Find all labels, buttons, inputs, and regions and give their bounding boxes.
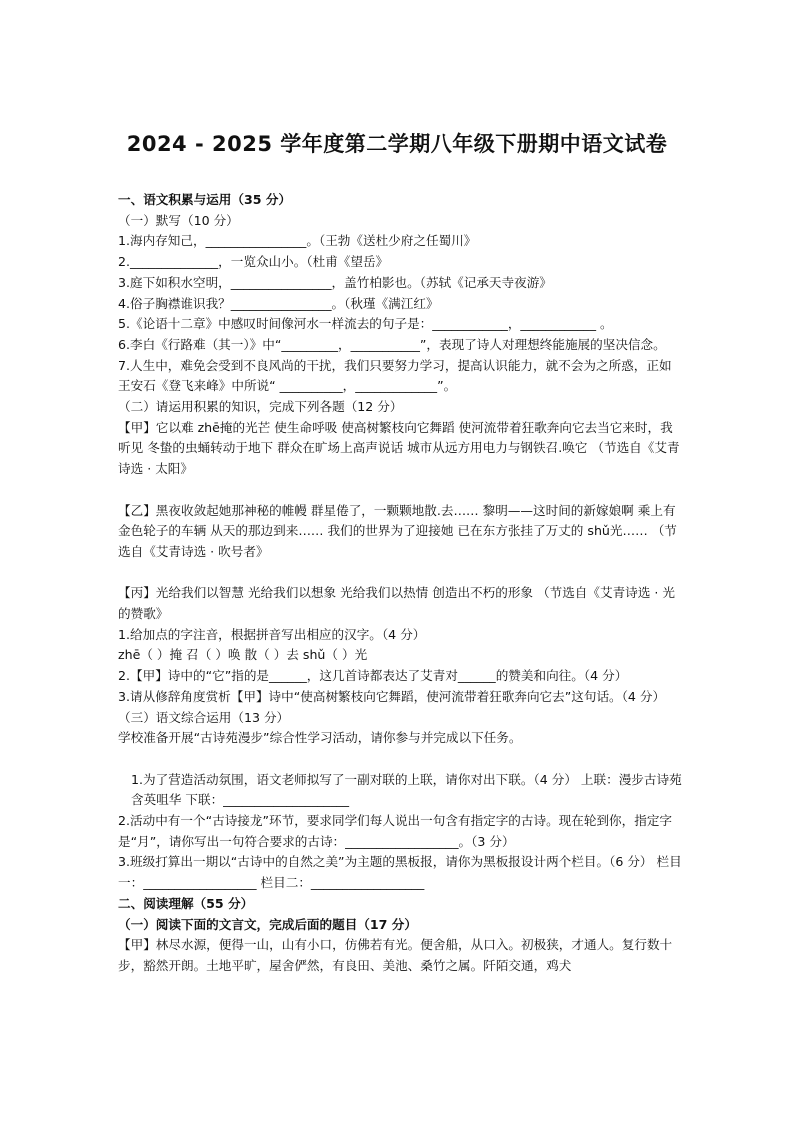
blank-line <box>118 749 684 770</box>
text-line: （三）语文综合运用（13 分） <box>118 709 290 725</box>
text-line: 【甲】林尽水源，便得一山，山有小口，仿佛若有光。便舍船，从口入。初极狭，才通人。复行数十步，豁然开朗。土地平旷，屋舍俨然，有良田、美池、桑竹之属。阡陌交通，鸡犬 <box>118 937 673 973</box>
text-line: zhē（ ）掩 召（ ）唤 散（ ）去 shǔ（ ）光 <box>118 647 368 663</box>
text-line: 一、语文积累与运用（35 分） <box>118 192 292 207</box>
text-line: 1.给加点的字注音，根据拼音写出相应的汉字。（4 分） <box>118 626 426 642</box>
text-line: 7.人生中，难免会受到不良风尚的干扰，我们只要努力学习，提高认识能力，就不会为之所惑，正如王安石《登飞来峰》中所说“ __________，_____________”。 <box>118 357 672 394</box>
text-line: 学校准备开展“古诗苑漫步”综合性学习活动，请你参与并完成以下任务。 <box>118 730 522 746</box>
text-line: 二、阅读理解（55 分） <box>118 895 254 911</box>
text-line: 3.请从修辞角度赏析【甲】诗中“使高树繁枝向它舞蹈，使河流带着狂歌奔向它去”这句话。（4 分） <box>118 688 666 704</box>
text-line: 1.海内存知己，________________。（王勃《送杜少府之任蜀川》 <box>118 233 477 249</box>
text-line: 2.活动中有一个“古诗接龙”环节，要求同学们每人说出一句含有指定字的古诗。现在轮到你，指定字是“月”，请你写出一句符合要求的古诗：__________________。（3 分） <box>118 813 673 849</box>
text-line: 6.李白《行路难（其一）》中“_________，___________”，表现了诗人对理想终能施展的坚决信念。 <box>118 336 666 352</box>
text-line: 3.班级打算出一期以“古诗中的自然之美”为主题的黑板报，请你为黑板报设计两个栏目。（6 分） 栏目一：__________________ 栏目二：__________________ <box>118 854 682 891</box>
text-line: 3.庭下如积水空明，________________，盖竹柏影也。（苏轼《记承天寺夜游》 <box>118 274 552 290</box>
text-line: 4.俗子胸襟谁识我？________________。（秋瑾《满江红》 <box>118 295 439 311</box>
text-line: （一）默写（10 分） <box>118 212 239 228</box>
exam-title: 2024 - 2025 学年度第二学期八年级下册期中语文试卷 <box>126 132 668 156</box>
blank-line <box>118 480 684 501</box>
text-line: 【丙】光给我们以智慧 光给我们以想象 光给我们以热情 创造出不朽的形象 （节选自《艾青诗选 · 光的赞歌》 <box>118 585 675 622</box>
text-line: 2.【甲】诗中的“它”指的是______，这几首诗都表达了艾青对______的赞美和向往。（4 分） <box>118 668 628 684</box>
text-line: 1.为了营造活动氛围，语文老师拟写了一副对联的上联，请你对出下联。（4 分） 上联：漫步古诗苑含英咀华 下联：____________________ <box>131 771 682 808</box>
blank-line <box>118 563 684 584</box>
text-line: 5.《论语十二章》中感叹时间像河水一样流去的句子是：____________，____________ 。 <box>118 316 613 332</box>
exam-body <box>118 190 684 977</box>
text-line: （二）请运用积累的知识，完成下列各题（12 分） <box>118 399 403 415</box>
text-line: 【乙】黑夜收敛起她那神秘的帷幔 群星倦了，一颗颗地散.去…… 黎明——这时间的新嫁娘啊 乘上有金色轮子的车辆 从天的那边到来…… 我们的世界为了迎接她 已在东方张挂了万丈的 shǔ光…… （节选自《艾青诗选 · 吹号者》 <box>118 502 677 559</box>
text-line: 2.______________，一览众山小。（杜甫《望岳》 <box>118 254 389 270</box>
text-line: 【甲】它以难 zhē掩的光芒 使生命呼吸 使高树繁枝向它舞蹈 使河流带着狂歌奔向它去当它来时，我听见 冬蛰的虫蛹转动于地下 群众在旷场上高声说话 城市从远方用电力与钢铁召.唤它 （节选自《艾青诗选 · 太阳》 <box>118 419 680 477</box>
text-line: （一）阅读下面的文言文，完成后面的题目（17 分） <box>118 916 417 932</box>
